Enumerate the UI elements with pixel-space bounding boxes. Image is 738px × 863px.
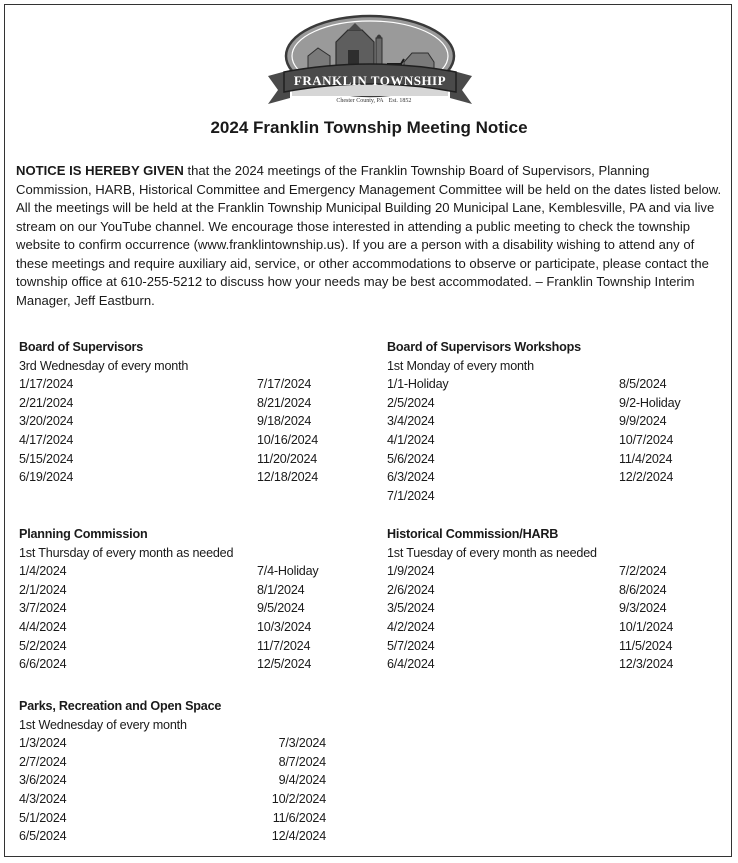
meeting-date: 4/3/2024	[19, 791, 67, 806]
meeting-date: 8/1/2024	[257, 582, 305, 597]
meeting-date: 5/2/2024	[19, 638, 67, 653]
meeting-date: 9/4/2024	[278, 773, 326, 788]
logo-county: Chester County, PA	[336, 98, 384, 104]
meeting-date: 12/4/2024	[271, 829, 326, 844]
meeting-date: 5/7/2024	[387, 638, 435, 653]
section-title: Board of Supervisors	[19, 340, 144, 354]
meeting-date: 10/7/2024	[619, 432, 674, 447]
meeting-date: 1/17/2024	[19, 377, 74, 392]
section-parks-recreation-open-space	[19, 697, 326, 846]
section-title: Planning Commission	[19, 527, 148, 541]
meeting-date: 12/18/2024	[257, 470, 319, 485]
meeting-date: 10/2/2024	[271, 791, 326, 806]
meeting-date: 1/4/2024	[19, 564, 67, 579]
dates-column-second-half	[619, 375, 689, 505]
meeting-date: 1/9/2024	[387, 564, 435, 579]
meeting-date: 4/2/2024	[387, 619, 435, 634]
meeting-date: 10/1/2024	[619, 619, 674, 634]
dates-column-second-half	[257, 562, 329, 674]
section-title: Board of Supervisors Workshops	[387, 340, 581, 354]
page-title: 2024 Franklin Township Meeting Notice	[210, 118, 528, 137]
section-board-of-supervisors-workshops	[387, 338, 689, 505]
notice-lead: NOTICE IS HEREBY GIVEN	[16, 163, 184, 178]
notice-body: that the 2024 meetings of the Franklin Township Board of Supervisors, Planning Commission, HARB, Historical Committee and Emergency Management Committee will be held on the dates listed below. All the meetings will be held at the Franklin Township Municipal Building 20 Municipal Lane, Kemblesville, PA and via live stream on our YouTube channel. We encourage those interested in attending a public meeting to check the township website to confirm occurrence (www.franklintownship.us). If you are a person with a disability wishing to attend any of these meetings and require auxiliary aid, service, or other accommodations to observe or participate, please contact the township office at 610-255-5212 to discuss how your needs may be best accommodated. – Franklin Township Interim Manager, Jeff Eastburn.	[16, 163, 722, 308]
meeting-date: 7/4-Holiday	[257, 564, 319, 579]
meeting-date: 4/17/2024	[19, 432, 74, 447]
meeting-date: 5/1/2024	[19, 810, 67, 825]
meeting-date: 11/4/2024	[619, 451, 673, 466]
section-subtitle: 1st Thursday of every month as needed	[19, 545, 234, 560]
meeting-date: 2/1/2024	[19, 582, 67, 597]
section-subtitle: 1st Tuesday of every month as needed	[387, 545, 597, 560]
meeting-date: 3/4/2024	[387, 414, 435, 429]
section-subtitle: 3rd Wednesday of every month	[19, 358, 189, 373]
section-title: Parks, Recreation and Open Space	[19, 699, 222, 713]
section-title: Historical Commission/HARB	[387, 527, 559, 541]
meeting-date: 5/15/2024	[19, 451, 74, 466]
logo-name: FRANKLIN TOWNSHIP	[293, 73, 447, 88]
meeting-date: 2/21/2024	[19, 395, 74, 410]
meeting-date: 11/6/2024	[272, 810, 326, 825]
dates-column-first-half	[19, 562, 257, 674]
meeting-date: 10/16/2024	[257, 432, 319, 447]
meeting-date: 9/2-Holiday	[619, 395, 681, 410]
meeting-date: 8/6/2024	[619, 582, 667, 597]
meeting-date: 3/7/2024	[19, 601, 67, 616]
section-board-of-supervisors	[19, 338, 329, 487]
meeting-date: 1/1-Holiday	[387, 377, 449, 392]
dates-column-first-half	[19, 375, 257, 487]
meeting-date: 3/5/2024	[387, 601, 435, 616]
meeting-date: 9/5/2024	[257, 601, 305, 616]
meeting-date: 6/5/2024	[19, 829, 67, 844]
meeting-date: 8/21/2024	[257, 395, 312, 410]
meeting-date: 2/6/2024	[387, 582, 435, 597]
dates-column-first-half	[19, 734, 269, 846]
meeting-date: 11/5/2024	[619, 638, 673, 653]
meeting-date: 4/4/2024	[19, 619, 67, 634]
meeting-date: 6/6/2024	[19, 657, 67, 672]
township-logo	[250, 12, 490, 112]
meeting-date: 7/17/2024	[257, 377, 312, 392]
meeting-date: 9/3/2024	[619, 601, 667, 616]
meeting-date: 3/20/2024	[19, 414, 74, 429]
dates-column-second-half	[257, 375, 329, 487]
section-historical-commission-harb	[387, 525, 689, 674]
meeting-date: 11/7/2024	[257, 638, 311, 653]
meeting-date: 9/18/2024	[257, 414, 312, 429]
meeting-date: 10/3/2024	[257, 619, 312, 634]
meeting-date: 2/5/2024	[387, 395, 435, 410]
logo-established: Est. 1852	[388, 98, 412, 104]
meeting-date: 12/3/2024	[619, 657, 674, 672]
meeting-date: 8/5/2024	[619, 377, 667, 392]
dates-column-second-half	[269, 734, 326, 846]
meeting-date: 4/1/2024	[387, 432, 435, 447]
meeting-date: 8/7/2024	[278, 754, 326, 769]
meeting-date: 7/1/2024	[387, 488, 435, 503]
meeting-date: 11/20/2024	[257, 451, 318, 466]
meeting-date: 3/6/2024	[19, 773, 67, 788]
section-subtitle: 1st Monday of every month	[387, 358, 534, 373]
dates-column-second-half	[619, 562, 689, 674]
meeting-date: 2/7/2024	[19, 754, 67, 769]
meeting-date: 12/2/2024	[619, 470, 674, 485]
meeting-date: 6/3/2024	[387, 470, 435, 485]
meeting-date: 12/5/2024	[257, 657, 312, 672]
meeting-date: 5/6/2024	[387, 451, 435, 466]
meeting-date: 1/3/2024	[19, 736, 67, 751]
notice-paragraph	[16, 162, 722, 310]
section-subtitle: 1st Wednesday of every month	[19, 717, 187, 732]
dates-column-first-half	[387, 562, 619, 674]
meeting-date: 6/4/2024	[387, 657, 435, 672]
dates-column-first-half	[387, 375, 619, 505]
meeting-date: 7/3/2024	[278, 736, 326, 751]
section-planning-commission	[19, 525, 329, 674]
meeting-date: 6/19/2024	[19, 470, 74, 485]
meeting-date: 9/9/2024	[619, 414, 667, 429]
meeting-date: 7/2/2024	[619, 564, 667, 579]
